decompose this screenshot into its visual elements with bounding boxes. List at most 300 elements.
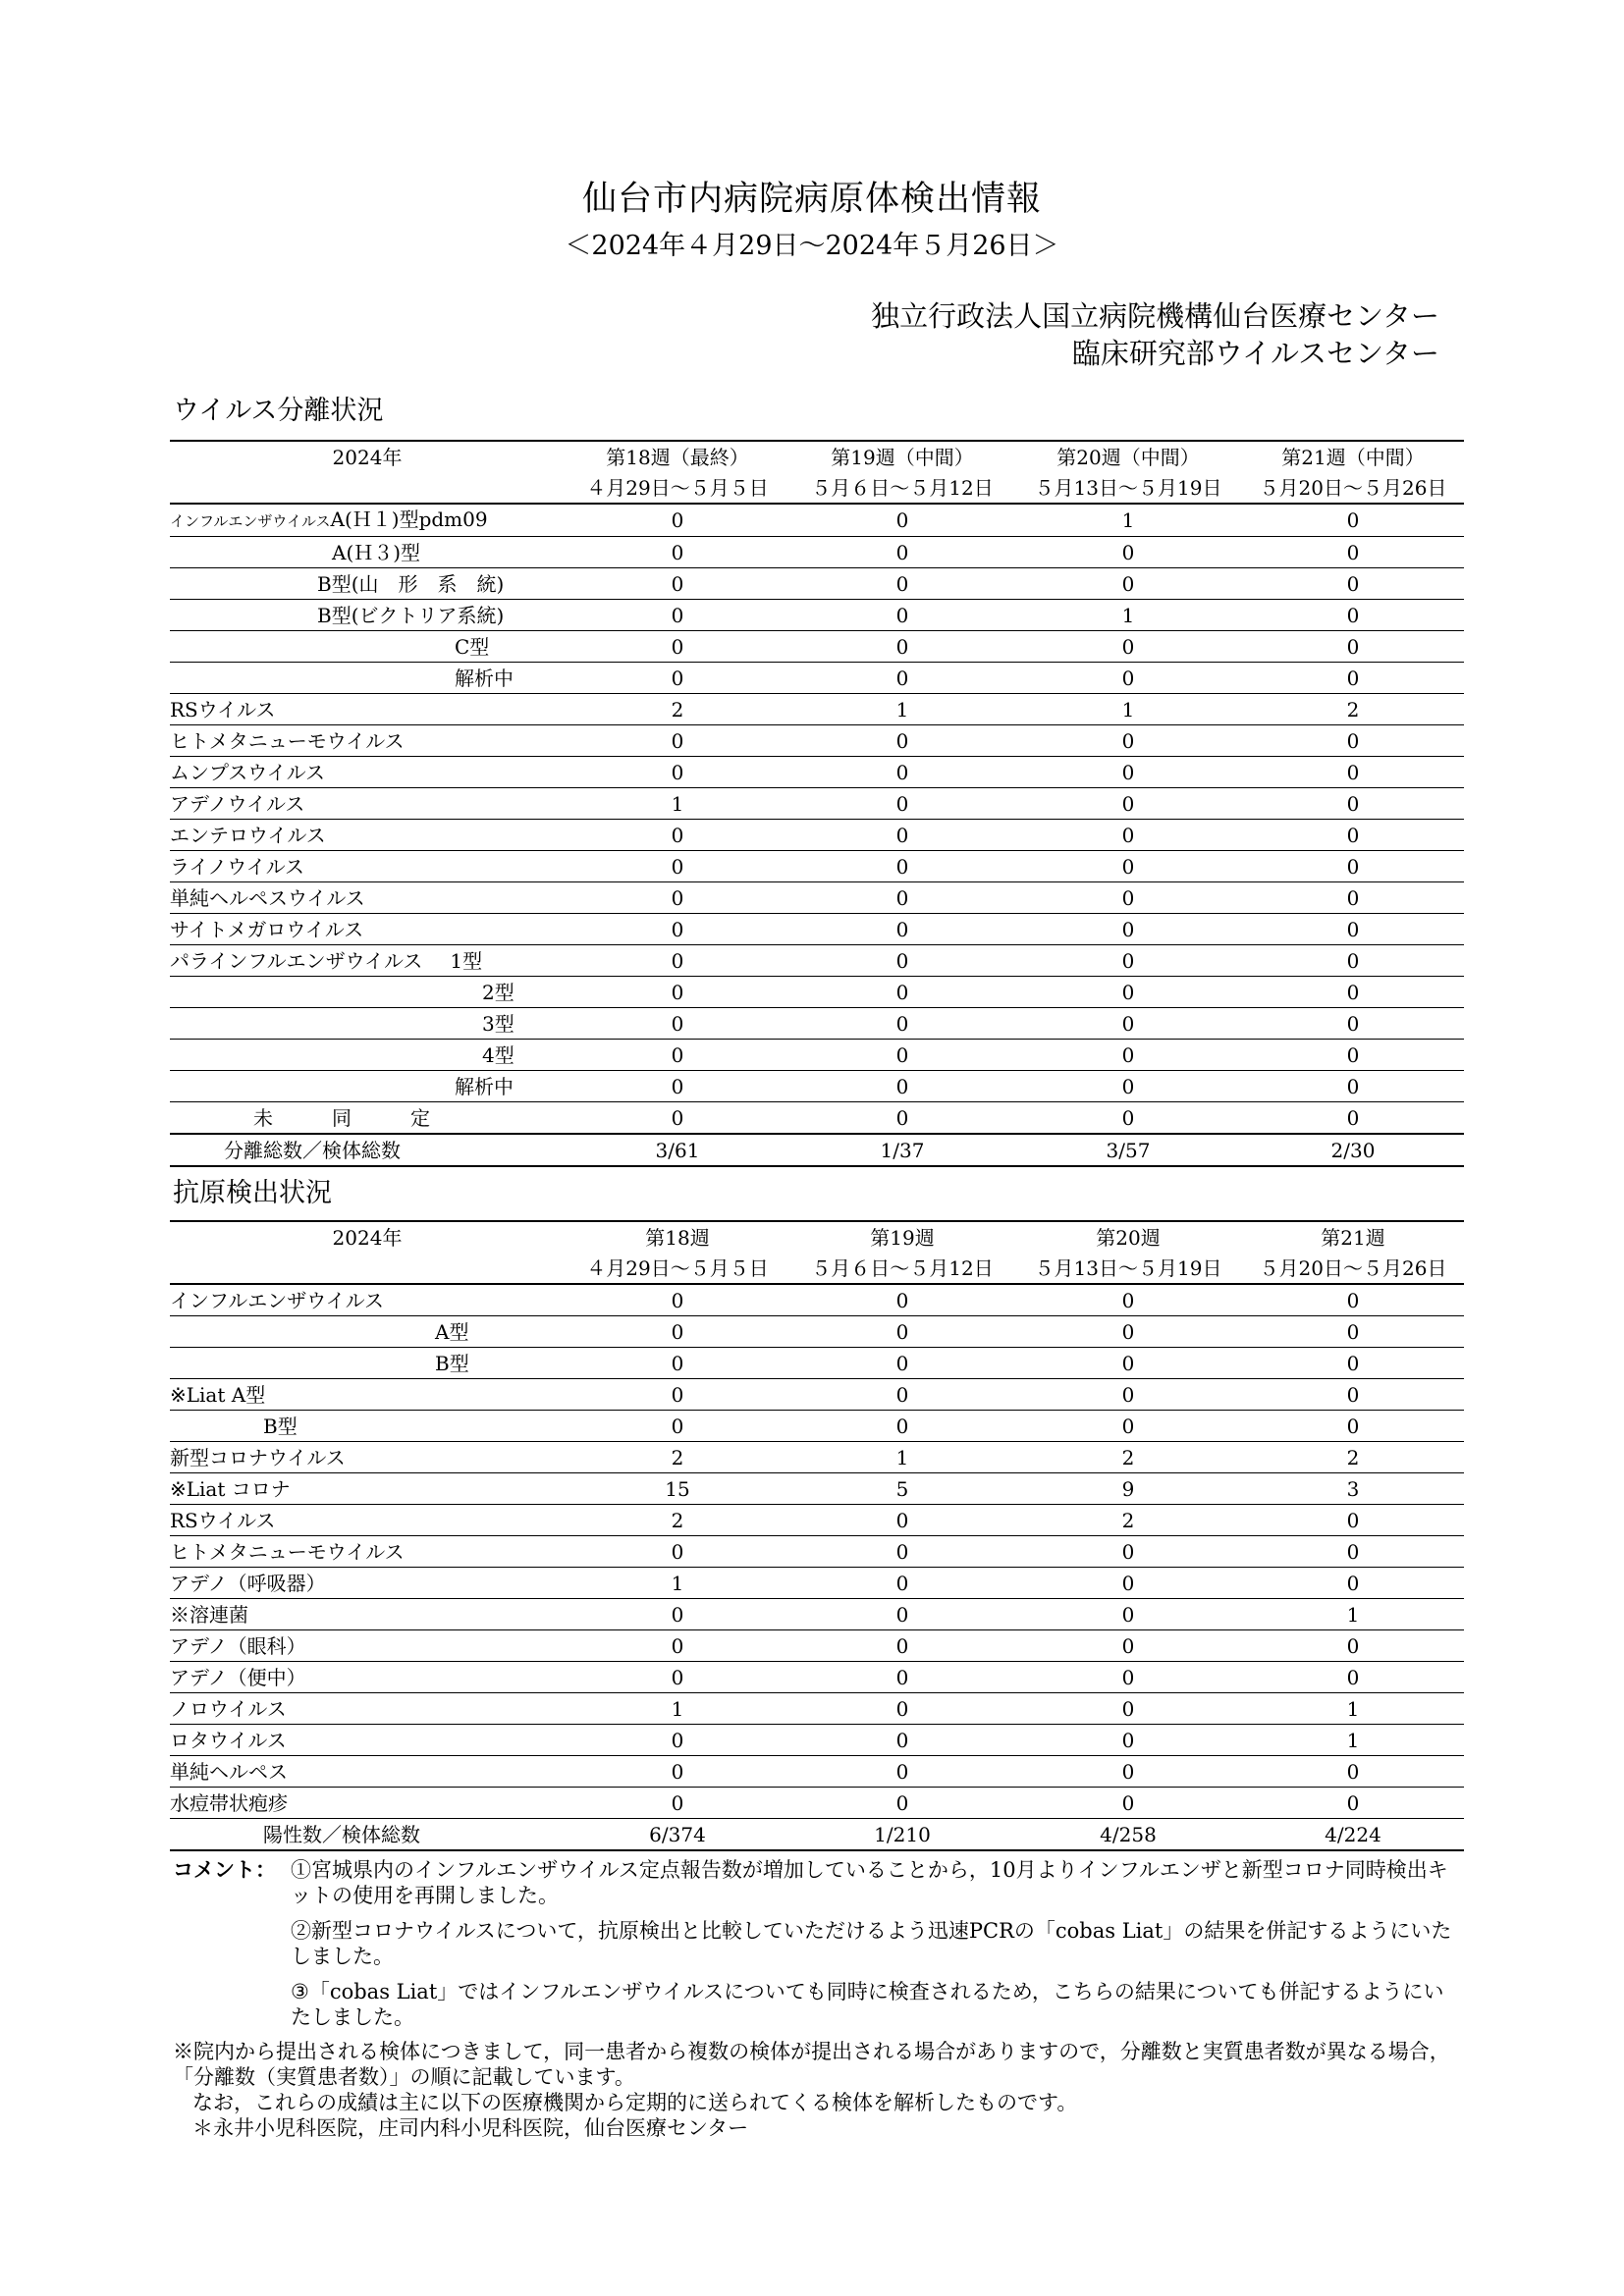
cell-value: 0 (1014, 1756, 1242, 1788)
cell-value: 0 (790, 1102, 1014, 1135)
table-row (170, 1536, 1464, 1568)
row-label-text: 4型 (482, 1042, 514, 1067)
table-row (170, 1568, 1464, 1599)
cell-value: 1 (565, 788, 790, 820)
row-label (170, 1316, 565, 1348)
week-header: 第18週（最終） (565, 441, 790, 472)
cell-value: 2 (565, 694, 790, 725)
row-label-text: A型 (435, 1319, 469, 1344)
cell-value: 0 (565, 945, 790, 977)
table-row (170, 725, 1464, 757)
cell-value: 3 (1242, 1473, 1464, 1505)
row-label (170, 945, 565, 977)
table-row (170, 1505, 1464, 1536)
cell-value: 0 (1014, 977, 1242, 1008)
cell-value: 0 (790, 977, 1014, 1008)
cell-value: 2 (1014, 1442, 1242, 1473)
row-label (170, 757, 565, 788)
cell-value: 1 (1242, 1725, 1464, 1756)
cell-value: 0 (1014, 1102, 1242, 1135)
comment-item: ②新型コロナウイルスについて，抗原検出と比較していただけるよう迅速PCRの「cobas Liat」の結果を併記するようにいたしました。 (291, 1919, 1452, 1968)
cell-value: 0 (565, 1662, 790, 1693)
row-label (170, 1379, 565, 1411)
cell-value: 0 (1242, 600, 1464, 631)
table-row (170, 1788, 1464, 1819)
cell-value: 0 (790, 1316, 1014, 1348)
cell-value: 0 (565, 663, 790, 694)
virus-isolation-table (170, 440, 1464, 1167)
cell-value: 0 (790, 504, 1014, 537)
row-label (170, 1725, 565, 1756)
table-row (170, 1599, 1464, 1630)
row-label-text: ロタウイルス (170, 1728, 287, 1752)
cell-value: 0 (1242, 820, 1464, 851)
row-label-text: アデノ（眼科） (170, 1633, 306, 1658)
cell-value: 0 (565, 725, 790, 757)
table-row (170, 977, 1464, 1008)
cell-value: 0 (790, 914, 1014, 945)
table-date-row (170, 472, 1464, 504)
cell-value: 0 (565, 1756, 790, 1788)
row-label-text: サイトメガロウイルス (170, 917, 364, 941)
cell-value: 0 (565, 1599, 790, 1630)
table-header-row (170, 1221, 1464, 1253)
cell-value: 0 (1014, 1788, 1242, 1819)
cell-value: 0 (790, 1411, 1014, 1442)
row-label-text: 分離総数／検体総数 (224, 1138, 401, 1162)
cell-value: 0 (1242, 914, 1464, 945)
row-label (170, 788, 565, 820)
cell-value: 2 (565, 1505, 790, 1536)
cell-value: 0 (1014, 1662, 1242, 1693)
cell-value: 0 (565, 1379, 790, 1411)
cell-value: 0 (1014, 1599, 1242, 1630)
cell-value: 0 (1014, 631, 1242, 663)
cell-value: 0 (1242, 1040, 1464, 1071)
cell-value: 0 (790, 1284, 1014, 1316)
table-row (170, 851, 1464, 882)
cell-value: 1 (790, 694, 1014, 725)
row-label-text: アデノ（便中） (170, 1665, 306, 1689)
row-label-text: 未 同 定 (253, 1105, 430, 1130)
cell-value: 0 (790, 1788, 1014, 1819)
row-label-text: ムンプスウイルス (170, 760, 325, 784)
cell-value: 0 (1014, 663, 1242, 694)
cell-value: 2 (1242, 694, 1464, 725)
table-row (170, 1756, 1464, 1788)
row-label (170, 1662, 565, 1693)
row-label (170, 1819, 565, 1851)
cell-value: 0 (565, 1102, 790, 1135)
row-label-text: B型(ビクトリア系統) (317, 603, 505, 627)
cell-value: 0 (1242, 945, 1464, 977)
cell-value: 5 (790, 1473, 1014, 1505)
cell-value: 0 (1014, 1008, 1242, 1040)
cell-value: 0 (1242, 568, 1464, 600)
cell-value: 0 (1242, 1348, 1464, 1379)
row-label (170, 537, 565, 568)
cell-value: 0 (1014, 1536, 1242, 1568)
cell-value: 0 (1242, 851, 1464, 882)
row-label-text: ノロウイルス (170, 1696, 287, 1721)
cell-value: 0 (565, 1536, 790, 1568)
week-header: 第20週（中間） (1014, 441, 1242, 472)
comments-label: コメント： (173, 1858, 276, 1882)
cell-value: 0 (565, 1725, 790, 1756)
table-row (170, 694, 1464, 725)
row-sublabel-text: A(Ｈ１)型pdm09 (330, 507, 488, 531)
row-label-text: 3型 (482, 1011, 514, 1036)
row-sublabel-text: 1型 (450, 948, 483, 973)
cell-value: 0 (790, 820, 1014, 851)
table-row (170, 1630, 1464, 1662)
cell-value: 0 (1014, 1725, 1242, 1756)
cell-value: 0 (1242, 537, 1464, 568)
cell-value: 0 (1014, 1348, 1242, 1379)
cell-value: 0 (565, 914, 790, 945)
cell-value: 1/210 (790, 1819, 1014, 1851)
cell-value: 0 (1242, 663, 1464, 694)
row-label (170, 977, 565, 1008)
page-title: 仙台市内病院病原体検出情報 (581, 180, 1042, 219)
week-header: 第21週 (1242, 1221, 1464, 1253)
table-row (170, 568, 1464, 600)
organization-department: 臨床研究部ウイルスセンター (1071, 337, 1439, 370)
cell-value: 0 (1242, 631, 1464, 663)
cell-value: 0 (565, 631, 790, 663)
cell-value: 0 (1014, 820, 1242, 851)
cell-value: 1 (1242, 1693, 1464, 1725)
row-label-text: 解析中 (455, 666, 514, 690)
row-label (170, 1693, 565, 1725)
antigen-detection-table (170, 1220, 1464, 1851)
cell-value: 0 (1242, 1536, 1464, 1568)
cell-value: 0 (565, 1788, 790, 1819)
row-label-text: 水痘帯状疱疹 (170, 1790, 288, 1815)
cell-value: 0 (790, 1348, 1014, 1379)
cell-value: 0 (1242, 882, 1464, 914)
date-range-header: ４月29日〜５月５日 (565, 1253, 790, 1284)
row-label (170, 1284, 565, 1316)
note-line: ＊永井小児科医院，庄司内科小児科医院，仙台医療センター (192, 2116, 749, 2140)
table-row (170, 945, 1464, 977)
table-date-row (170, 1253, 1464, 1284)
cell-value: 3/57 (1014, 1134, 1242, 1166)
cell-value: 1 (1014, 504, 1242, 537)
cell-value: 0 (1242, 1630, 1464, 1662)
cell-value: 0 (1014, 1284, 1242, 1316)
cell-value: 0 (790, 1630, 1014, 1662)
date-range-header: ５月13日〜５月19日 (1014, 1253, 1242, 1284)
antigen-detection-heading: 抗原検出状況 (173, 1178, 332, 1208)
cell-value: 1 (1014, 694, 1242, 725)
table-row (170, 788, 1464, 820)
cell-value: 0 (790, 1536, 1014, 1568)
cell-value: 0 (565, 1630, 790, 1662)
row-label (170, 1008, 565, 1040)
week-header: 第18週 (565, 1221, 790, 1253)
row-label-text: ※Liat A型 (170, 1382, 266, 1407)
row-label-text: インフルエンザウイルス (170, 1288, 384, 1312)
row-label (170, 663, 565, 694)
table-row (170, 1134, 1464, 1166)
row-label (170, 1505, 565, 1536)
cell-value: 0 (1242, 504, 1464, 537)
cell-value: 0 (565, 1071, 790, 1102)
week-header: 第19週（中間） (790, 441, 1014, 472)
cell-value: 0 (1242, 1071, 1464, 1102)
table-row (170, 537, 1464, 568)
cell-value: 0 (565, 504, 790, 537)
cell-value: 0 (1242, 977, 1464, 1008)
row-label-text: B型(山 形 系 統) (317, 571, 505, 596)
row-label (170, 1473, 565, 1505)
row-label-text: 単純ヘルペス (170, 1759, 288, 1784)
table-row (170, 631, 1464, 663)
cell-value: 0 (790, 537, 1014, 568)
row-label (170, 1442, 565, 1473)
note-line: ※院内から提出される検体につきまして，同一患者から複数の検体が提出される場合がありますので，分離数と実質患者数が異なる場合，「分離数（実質患者数）」の順に記載しています。 (173, 2040, 1450, 2089)
cell-value: 0 (790, 1662, 1014, 1693)
cell-value: 0 (1242, 1568, 1464, 1599)
cell-value: 2 (565, 1442, 790, 1473)
table-header-row (170, 441, 1464, 472)
comment-item: ③「cobas Liat」ではインフルエンザウイルスについても同時に検査されるため，こちらの結果についても併記するようにいたしました。 (291, 1980, 1444, 2029)
cell-value: 0 (1014, 1379, 1242, 1411)
row-label-text: パラインフルエンザウイルス (170, 948, 423, 973)
row-label-text: 解析中 (455, 1074, 514, 1098)
cell-value: 0 (1014, 1568, 1242, 1599)
cell-value: 0 (1014, 851, 1242, 882)
table-row (170, 914, 1464, 945)
cell-value: 0 (790, 663, 1014, 694)
row-label (170, 1599, 565, 1630)
table-row (170, 504, 1464, 537)
cell-value: 15 (565, 1473, 790, 1505)
cell-value: 0 (1242, 1316, 1464, 1348)
cell-value: 0 (1014, 945, 1242, 977)
row-label (170, 1411, 565, 1442)
row-label (170, 1756, 565, 1788)
year-header: 2024年 (170, 441, 565, 472)
row-label-text: 新型コロナウイルス (170, 1445, 346, 1469)
cell-value: 0 (1242, 725, 1464, 757)
cell-value: 0 (790, 1008, 1014, 1040)
table-row (170, 882, 1464, 914)
cell-value: 0 (565, 537, 790, 568)
cell-value: 0 (1242, 788, 1464, 820)
organization-name: 独立行政法人国立病院機構仙台医療センター (871, 299, 1439, 333)
year-header: 2024年 (170, 1221, 565, 1253)
cell-value: 0 (565, 1316, 790, 1348)
cell-value: 0 (1014, 914, 1242, 945)
cell-value: 0 (565, 757, 790, 788)
table-row (170, 1102, 1464, 1135)
cell-value: 0 (1014, 788, 1242, 820)
cell-value: 0 (1242, 1008, 1464, 1040)
cell-value: 0 (790, 1505, 1014, 1536)
notes (173, 2039, 1469, 2141)
row-label (170, 631, 565, 663)
cell-value: 0 (790, 600, 1014, 631)
cell-value: 0 (565, 568, 790, 600)
cell-value: 0 (790, 757, 1014, 788)
cell-value: 0 (1242, 757, 1464, 788)
table-row (170, 1693, 1464, 1725)
table-row (170, 663, 1464, 694)
week-header: 第20週 (1014, 1221, 1242, 1253)
date-range-header: ５月６日〜５月12日 (790, 472, 1014, 504)
row-label (170, 725, 565, 757)
date-range-header: ５月13日〜５月19日 (1014, 472, 1242, 504)
cell-value: 0 (790, 1379, 1014, 1411)
comment-item: ①宮城県内のインフルエンザウイルス定点報告数が増加していることから，10月よりインフルエンザと新型コロナ同時検出キットの使用を再開しました。 (291, 1858, 1448, 1907)
cell-value: 2 (1242, 1442, 1464, 1473)
row-label-text: 単純ヘルペスウイルス (170, 885, 365, 910)
row-label-text: ヒトメタニューモウイルス (170, 1539, 405, 1564)
row-label (170, 600, 565, 631)
virus-isolation-heading: ウイルス分離状況 (173, 396, 384, 426)
cell-value: 1 (565, 1568, 790, 1599)
table-row (170, 1316, 1464, 1348)
cell-value: 0 (790, 1725, 1014, 1756)
organization (871, 297, 1439, 372)
week-header: 第21週（中間） (1242, 441, 1464, 472)
cell-value: 0 (1242, 1662, 1464, 1693)
cell-value: 4/224 (1242, 1819, 1464, 1851)
row-label (170, 1788, 565, 1819)
cell-value: 0 (565, 1040, 790, 1071)
report-period: ＜2024年４月29日〜2024年５月26日＞ (565, 231, 1059, 261)
row-label (170, 1568, 565, 1599)
cell-value: 0 (790, 788, 1014, 820)
cell-value: 0 (790, 725, 1014, 757)
table-row (170, 820, 1464, 851)
week-header: 第19週 (790, 1221, 1014, 1253)
table-row (170, 757, 1464, 788)
cell-value: 0 (565, 882, 790, 914)
note-line: なお，これらの成績は主に以下の医療機関から定期的に送られてくる検体を解析したものです。 (192, 2091, 1078, 2114)
row-label-text: C型 (455, 634, 490, 659)
cell-value: 0 (790, 1568, 1014, 1599)
cell-value: 0 (565, 1348, 790, 1379)
cell-value: 3/61 (565, 1134, 790, 1166)
row-label (170, 1630, 565, 1662)
table-row (170, 1071, 1464, 1102)
cell-value: 0 (1014, 1630, 1242, 1662)
row-label (170, 504, 565, 537)
cell-value: 1/37 (790, 1134, 1014, 1166)
table-row (170, 1040, 1464, 1071)
cell-value: 0 (565, 1411, 790, 1442)
table-row (170, 1442, 1464, 1473)
row-label-text: アデノウイルス (170, 791, 305, 816)
row-label-text: 陽性数／検体総数 (263, 1822, 420, 1846)
cell-value: 6/374 (565, 1819, 790, 1851)
cell-value: 0 (1242, 1756, 1464, 1788)
row-label (170, 882, 565, 914)
date-range-header: ５月20日〜５月26日 (1242, 472, 1464, 504)
table-row (170, 1725, 1464, 1756)
cell-value: 0 (1242, 1379, 1464, 1411)
cell-value: 0 (1014, 568, 1242, 600)
table-row (170, 1411, 1464, 1442)
table-row (170, 1008, 1464, 1040)
cell-value: 0 (790, 568, 1014, 600)
date-range-header: ５月20日〜５月26日 (1242, 1253, 1464, 1284)
table-row (170, 1819, 1464, 1851)
cell-value: 0 (790, 1756, 1014, 1788)
row-label-text: インフルエンザウイルス (170, 512, 331, 530)
cell-value: 0 (1242, 1102, 1464, 1135)
cell-value: 1 (1242, 1599, 1464, 1630)
cell-value: 0 (1014, 1316, 1242, 1348)
cell-value: 0 (790, 1040, 1014, 1071)
table-row (170, 1284, 1464, 1316)
cell-value: 0 (1014, 757, 1242, 788)
date-range-header: ５月６日〜５月12日 (790, 1253, 1014, 1284)
row-label (170, 694, 565, 725)
cell-value: 0 (790, 631, 1014, 663)
cell-value: 0 (1014, 537, 1242, 568)
cell-value: 0 (1014, 1071, 1242, 1102)
row-label-text: ※Liat コロナ (170, 1476, 291, 1501)
cell-value: 0 (565, 820, 790, 851)
cell-value: 0 (565, 977, 790, 1008)
cell-value: 0 (1014, 1040, 1242, 1071)
cell-value: 0 (565, 1284, 790, 1316)
table-row (170, 1379, 1464, 1411)
cell-value: 0 (790, 882, 1014, 914)
row-label-text: B型 (435, 1351, 469, 1375)
cell-value: 0 (565, 600, 790, 631)
cell-value: 0 (1242, 1284, 1464, 1316)
row-label (170, 1536, 565, 1568)
cell-value: 0 (790, 1071, 1014, 1102)
cell-value: 0 (1242, 1788, 1464, 1819)
row-label-text: ライノウイルス (170, 854, 304, 879)
cell-value: 0 (565, 851, 790, 882)
cell-value: 0 (790, 1693, 1014, 1725)
cell-value: 2 (1014, 1505, 1242, 1536)
row-label (170, 851, 565, 882)
row-label (170, 1348, 565, 1379)
table-row (170, 1662, 1464, 1693)
cell-value: 9 (1014, 1473, 1242, 1505)
row-label-text: A(Ｈ３)型 (332, 540, 421, 564)
cell-value: 2/30 (1242, 1134, 1464, 1166)
cell-value: 0 (1014, 1693, 1242, 1725)
cell-value: 0 (790, 1599, 1014, 1630)
cell-value: 0 (1242, 1411, 1464, 1442)
cell-value: 0 (790, 851, 1014, 882)
cell-value: 0 (1242, 1505, 1464, 1536)
date-range-header: ４月29日〜５月５日 (565, 472, 790, 504)
row-label (170, 1134, 565, 1166)
row-label (170, 914, 565, 945)
row-label (170, 1071, 565, 1102)
cell-value: 0 (1014, 725, 1242, 757)
row-label-text: ※溶連菌 (170, 1602, 248, 1627)
row-label (170, 820, 565, 851)
row-label (170, 568, 565, 600)
row-label-text: 2型 (482, 980, 514, 1004)
row-label (170, 1102, 565, 1135)
row-label-text: アデノ（呼吸器） (170, 1571, 326, 1595)
row-label-text: B型 (263, 1414, 298, 1438)
cell-value: 0 (790, 945, 1014, 977)
row-label-text: エンテロウイルス (170, 823, 326, 847)
